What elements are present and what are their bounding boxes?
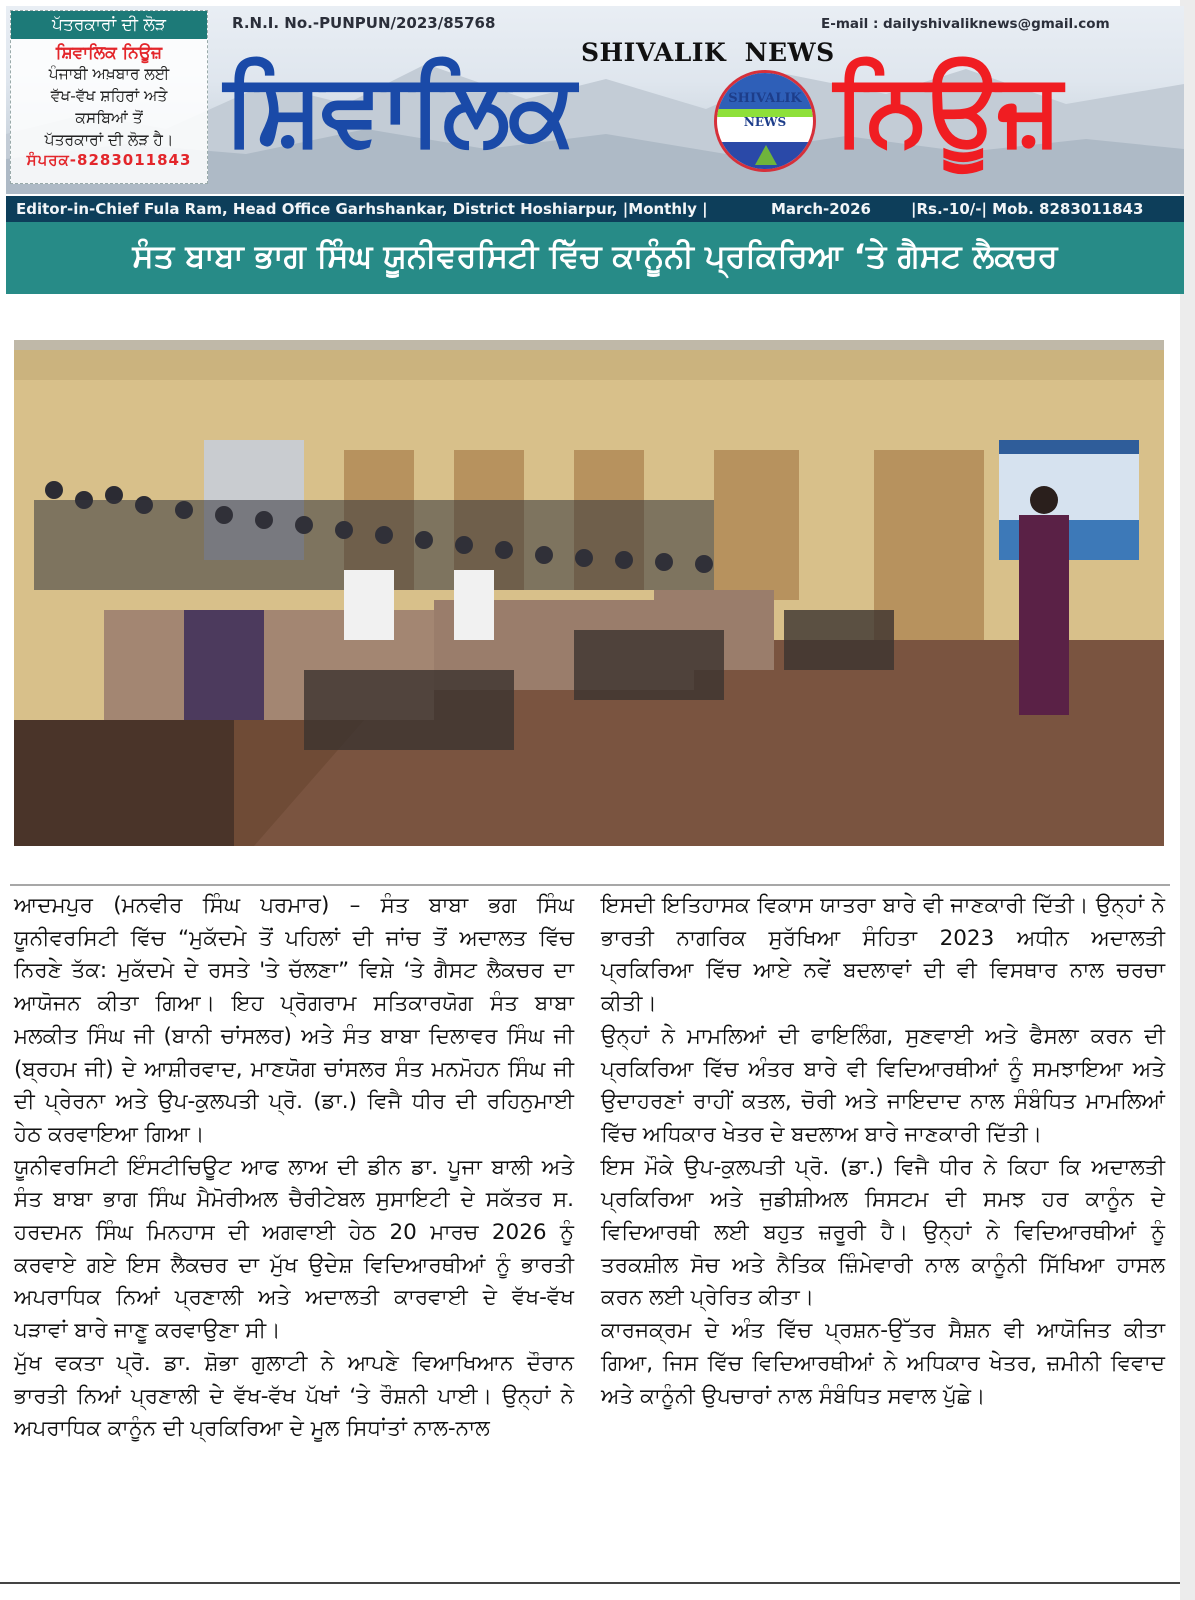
article-paragraph: ਕਾਰਜਕ੍ਰਮ ਦੇ ਅੰਤ ਵਿੱਚ ਪ੍ਰਸ਼ਨ-ਉੱਤਰ ਸੈਸ਼ਨ ਵੀ ਆਯੋਜਿਤ ਕੀਤਾ ਗਿਆ, ਜਿਸ ਵਿੱਚ ਵਿਦਿਆਰਥੀਆਂ ਨੇ ਅਧਿਕਾਰ ਖੇਤਰ, ਜ਼ਮੀਨੀ ਵਿਵਾਦ ਅਤੇ ਕਾਨੂੰਨੀ ਉਪਚਾਰਾਂ ਨਾਲ ਸੰਬੰਧਿਤ ਸਵਾਲ ਪੁੱਛੇ। xyxy=(601,1318,1165,1409)
rni-number: R.N.I. No.-PUNPUN/2023/85768 xyxy=(232,14,496,32)
lecture-photo xyxy=(14,340,1164,846)
ad-line: ਪੰਜਾਬੀ ਅਖ਼ਬਾਰ ਲਈ xyxy=(48,65,170,83)
ad-contact: ਸੰਪਰਕ-8283011843 xyxy=(26,151,192,169)
ad-heading: ਪੱਤਰਕਾਰਾਂ ਦੀ ਲੋੜ xyxy=(11,11,207,39)
punjabi-title-left: ਸ਼ਿਵਾਲਿਕ xyxy=(224,50,574,167)
headline: ਸੰਤ ਬਾਬਾ ਭਾਗ ਸਿੰਘ ਯੂਨੀਵਰਸਿਟੀ ਵਿੱਚ ਕਾਨੂੰਨੀ ਪ੍ਰਕਿਰਿਆ ‘ਤੇ ਗੈਸਟ ਲੈਕਚਰ xyxy=(6,222,1184,294)
bottom-border xyxy=(0,1582,1180,1584)
logo-text-line2: NEWS xyxy=(743,115,787,129)
logo-text-line1: SHIVALIK xyxy=(728,91,802,106)
lecture-hall-image xyxy=(14,340,1164,846)
section-divider xyxy=(10,884,1170,886)
ad-line: ਵੱਖ-ਵੱਖ ਸ਼ਹਿਰਾਂ ਅਤੇ xyxy=(50,87,168,105)
email-address: E-mail : dailyshivaliknews@gmail.com xyxy=(821,16,1110,32)
article-paragraph: ਇਸਦੀ ਇਤਿਹਾਸਕ ਵਿਕਾਸ ਯਾਤਰਾ ਬਾਰੇ ਵੀ ਜਾਣਕਾਰੀ ਦਿੱਤੀ। ਉਨ੍ਹਾਂ ਨੇ ਭਾਰਤੀ ਨਾਗਰਿਕ ਸੁਰੱਖਿਆ ਸੰਹਿਤਾ 2023 ਅਧੀਨ ਅਦਾਲਤੀ ਪ੍ਰਕਿਰਿਆ ਵਿੱਚ ਆਏ ਨਵੇਂ ਬਦਲਾਵਾਂ ਦੀ ਵੀ ਵਿਸਥਾਰ ਨਾਲ ਚਰਚਾ ਕੀਤੀ। xyxy=(601,893,1165,1017)
price-mobile: |Rs.-10/-| Mob. 8283011843 xyxy=(911,200,1144,218)
article-column-right xyxy=(601,890,1165,1413)
ad-brand: ਸ਼ਿਵਾਲਿਕ ਨਿਊਜ਼ xyxy=(55,43,163,63)
article-paragraph: ਆਦਮਪੁਰ (ਮਨਵੀਰ ਸਿੰਘ ਪਰਮਾਰ) – ਸੰਤ ਬਾਬਾ ਭਗ ਸਿੰਘ ਯੂਨੀਵਰਸਿਟੀ ਵਿੱਚ “ਮੁਕੱਦਮੇ ਤੋਂ ਪਹਿਲਾਂ ਦੀ ਜਾਂਚ ਤੋਂ ਅਦਾਲਤ ਵਿੱਚ ਨਿਰਣੇ ਤੱਕ: ਮੁਕੱਦਮੇ ਦੇ ਰਸਤੇ 'ਤੇ ਚੱਲਣਾ” ਵਿਸ਼ੇ ‘ਤੇ ਗੈਸਟ ਲੈਕਚਰ ਦਾ ਆਯੋਜਨ ਕੀਤਾ ਗਿਆ। ਇਹ ਪ੍ਰੋਗਰਾਮ ਸਤਿਕਾਰਯੋਗ ਸੰਤ ਬਾਬਾ ਮਲਕੀਤ ਸਿੰਘ ਜੀ (ਬਾਨੀ ਚਾਂਸਲਰ) ਅਤੇ ਸੰਤ ਬਾਬਾ ਦਿਲਾਵਰ ਸਿੰਘ ਜੀ (ਬ੍ਰਹਮ ਜੀ) ਦੇ ਆਸ਼ੀਰਵਾਦ, ਮਾਣਯੋਗ ਚਾਂਸਲਰ ਸੰਤ ਮਨਮੋਹਨ ਸਿੰਘ ਜੀ ਦੀ ਪ੍ਰੇਰਨਾ ਅਤੇ ਉਪ-ਕੁਲਪਤੀ ਪ੍ਰੋ. (ਡਾ.) ਵਿਜੈ ਧੀਰ ਦੀ ਰਹਿਨੁਮਾਈ ਹੇਠ ਕਰਵਾਇਆ ਗਿਆ। xyxy=(14,893,574,1147)
editor-info: Editor-in-Chief Fula Ram, Head Office Garhshankar, District Hoshiarpur, |Monthly | xyxy=(16,200,708,218)
article-column-left xyxy=(14,890,574,1446)
tree-icon xyxy=(755,145,777,165)
ad-line: ਕਸਬਿਆਂ ਤੋਂ xyxy=(75,109,143,127)
punjabi-title-right: ਨਿਊਜ਼ xyxy=(834,50,1061,167)
info-strip xyxy=(6,196,1184,222)
article-paragraph: ਯੂਨੀਵਰਸਿਟੀ ਇੰਸਟੀਚਿਊਟ ਆਫ ਲਾਅ ਦੀ ਡੀਨ ਡਾ. ਪੂਜਾ ਬਾਲੀ ਅਤੇ ਸੰਤ ਬਾਬਾ ਭਾਗ ਸਿੰਘ ਮੈਮੋਰੀਅਲ ਚੈਰੀਟੇਬਲ ਸੁਸਾਇਟੀ ਦੇ ਸਕੱਤਰ ਸ. ਹਰਦਮਨ ਸਿੰਘ ਮਿਨਹਾਸ ਦੀ ਅਗਵਾਈ ਹੇਠ 20 ਮਾਰਚ 2026 ਨੂੰ ਕਰਵਾਏ ਗਏ ਇਸ ਲੈਕਚਰ ਦਾ ਮੁੱਖ ਉਦੇਸ਼ ਵਿਦਿਆਰਥੀਆਂ ਨੂੰ ਭਾਰਤੀ ਅਪਰਾਧਿਕ ਨਿਆਂ ਪ੍ਰਣਾਲੀ ਅਤੇ ਅਦਾਲਤੀ ਕਾਰਵਾਈ ਦੇ ਵੱਖ-ਵੱਖ ਪੜਾਵਾਂ ਬਾਰੇ ਜਾਣੂ ਕਰਵਾਉਣਾ ਸੀ। xyxy=(14,1154,574,1344)
article-paragraph: ਉਨ੍ਹਾਂ ਨੇ ਮਾਮਲਿਆਂ ਦੀ ਫਾਇਲਿੰਗ, ਸੁਣਵਾਈ ਅਤੇ ਫੈਸਲਾ ਕਰਨ ਦੀ ਪ੍ਰਕਿਰਿਆ ਵਿੱਚ ਅੰਤਰ ਬਾਰੇ ਵੀ ਵਿਦਿਆਰਥੀਆਂ ਨੂੰ ਸਮਝਾਇਆ ਅਤੇ ਉਦਾਹਰਣਾਂ ਰਾਹੀਂ ਕਤਲ, ਚੋਰੀ ਅਤੇ ਜਾਇਦਾਦ ਨਾਲ ਸੰਬੰਧਿਤ ਮਾਮਲਿਆਂ ਵਿੱਚ ਅਧਿਕਾਰ ਖੇਤਰ ਦੇ ਬਦਲਾਅ ਬਾਰੇ ਜਾਣਕਾਰੀ ਦਿੱਤੀ। xyxy=(601,1023,1165,1147)
issue-date: March-2026 xyxy=(771,200,871,218)
article-paragraph: ਮੁੱਖ ਵਕਤਾ ਪ੍ਰੋ. ਡਾ. ਸ਼ੋਭਾ ਗੁਲਾਟੀ ਨੇ ਆਪਣੇ ਵਿਆਖਿਆਨ ਦੌਰਾਨ ਭਾਰਤੀ ਨਿਆਂ ਪ੍ਰਣਾਲੀ ਦੇ ਵੱਖ-ਵੱਖ ਪੱਖਾਂ ‘ਤੇ ਰੌਸ਼ਨੀ ਪਾਈ। ਉਨ੍ਹਾਂ ਨੇ ਅਪਰਾਧਿਕ ਕਾਨੂੰਨ ਦੀ ਪ੍ਰਕਿਰਿਆ ਦੇ ਮੂਲ ਸਿਧਾਂਤਾਂ ਨਾਲ-ਨਾਲ xyxy=(14,1350,574,1442)
article-paragraph: ਇਸ ਮੌਕੇ ਉਪ-ਕੁਲਪਤੀ ਪ੍ਰੋ. (ਡਾ.) ਵਿਜੈ ਧੀਰ ਨੇ ਕਿਹਾ ਕਿ ਅਦਾਲਤੀ ਪ੍ਰਕਿਰਿਆ ਅਤੇ ਜੁਡੀਸ਼ੀਅਲ ਸਿਸਟਮ ਦੀ ਸਮਝ ਹਰ ਕਾਨੂੰਨ ਦੇ ਵਿਦਿਆਰਥੀ ਲਈ ਬਹੁਤ ਜ਼ਰੂਰੀ ਹੈ। ਉਨ੍ਹਾਂ ਨੇ ਵਿਦਿਆਰਥੀਆਂ ਨੂੰ ਤਰਕਸ਼ੀਲ ਸੋਚ ਅਤੇ ਨੈਤਿਕ ਜ਼ਿੰਮੇਵਾਰੀ ਨਾਲ ਕਾਨੂੰਨੀ ਸਿੱਖਿਆ ਹਾਸਲ ਕਰਨ ਲਈ ਪ੍ਰੇਰਿਤ ਕੀਤਾ। xyxy=(601,1154,1165,1311)
masthead xyxy=(6,6,1184,194)
journalist-wanted-ad xyxy=(10,10,208,184)
shivalik-news-logo xyxy=(714,70,816,172)
english-title: SHIVALIK NEWS xyxy=(581,38,835,67)
ad-line: ਪੱਤਰਕਾਰਾਂ ਦੀ ਲੋੜ ਹੈ। xyxy=(44,131,174,149)
